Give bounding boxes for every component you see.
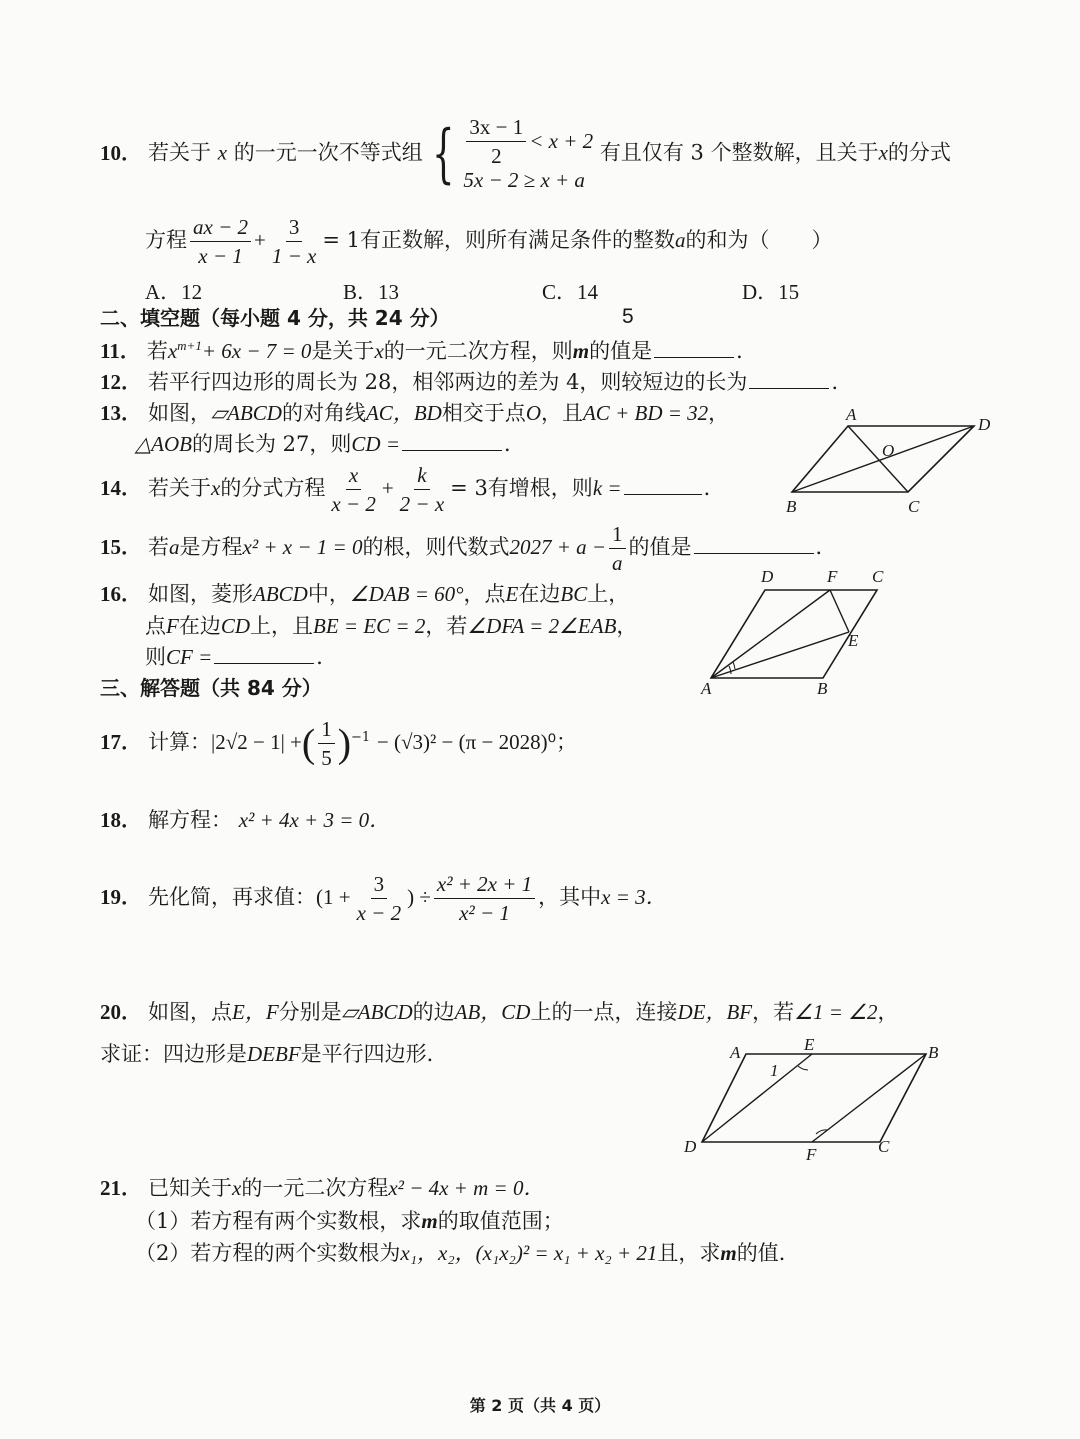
question-12: 12． 若平行四边形的周长为 28，相邻两边的差为 4，则较短边的长为 ． bbox=[100, 370, 853, 394]
fig20-label-c: C bbox=[878, 1137, 890, 1156]
option-d: D．15 bbox=[742, 280, 800, 304]
question-19: 19． 先化简，再求值：(1 + $\frac{3}{x - 2}$ ) ÷ $\frac{\text{x² + 2x + 1}}{\text{x² − 1}}$ ，其中x = 3． bbox=[100, 872, 667, 926]
fig13-label-c: C bbox=[908, 497, 920, 516]
answer-blank[interactable] bbox=[624, 476, 702, 495]
fig13-label-o: O bbox=[882, 441, 895, 460]
fig20-label-f: F bbox=[806, 1145, 817, 1164]
question-16-line2: 点F在边CD上，且BE = EC = 2，若∠DFA = 2∠EAB， bbox=[145, 614, 638, 638]
question-10-line2: 方程 $\frac{ax - 2}{x - 1}$ + $\frac{3}{1 - x}$ = 1有正数解，则所有满足条件的整数a的和为（ ） bbox=[145, 215, 833, 269]
fig20-label-d: D bbox=[684, 1137, 697, 1156]
question-20-line1: 20． 如图，点E，F分别是▱ABCD的边AB，CD上的一点，连接DE，BF，若∠1 = ∠2， bbox=[100, 1000, 899, 1024]
figure-rhombus-16 bbox=[695, 566, 895, 702]
answer-blank[interactable] bbox=[694, 535, 814, 554]
brace-symbol: { bbox=[431, 117, 455, 192]
fig20-label-a: A bbox=[730, 1043, 741, 1062]
question-15: 15． 若a是方程x² + x − 1 = 0的根，则代数式2027 + a − $\frac{1}{a}$ 的值是 ． bbox=[100, 522, 837, 576]
question-13-line2: △AOB的周长为 27，则CD = ． bbox=[135, 432, 525, 456]
question-21: 21． 已知关于x的一元二次方程x² − 4x + m = 0． bbox=[100, 1176, 545, 1200]
answer-blank[interactable] bbox=[654, 339, 734, 358]
fig13-label-d: D bbox=[978, 415, 991, 434]
fig13-label-a: A bbox=[846, 405, 857, 424]
option-b: B．13 bbox=[343, 280, 400, 304]
fig16-label-a: A bbox=[701, 679, 712, 698]
inequality-system: $\frac{3x - 1}{2}$ < x + 2 5x − 2 ≥ x + a bbox=[463, 115, 594, 193]
figure-parallelogram-13 bbox=[780, 402, 1000, 520]
question-21-part1: （1）若方程有两个实数根，求m的取值范围； bbox=[135, 1209, 564, 1233]
option-c: C．14 bbox=[542, 280, 599, 304]
option-a: A．12 bbox=[145, 280, 203, 304]
fig16-label-e: E bbox=[848, 631, 859, 650]
section-2-title: 二、填空题（每小题 4 分，共 24 分） bbox=[100, 306, 450, 330]
question-17: 17． 计算：|2√2 − 1| +( $\frac{1}{5}$ )$^{-1}$ − (√3)² − (π − 2028)⁰； bbox=[100, 717, 577, 771]
question-16-line1: 16． 如图，菱形ABCD中，∠DAB = 60°，点E在边BC上， bbox=[100, 582, 630, 606]
question-10-line1: 10． 若关于 x 的一元一次不等式组 { $\frac{3x - 1}{2}$ < x + 2 5x − 2 ≥ x + a 有且仅有 3 个整数解，且关于x的分式 bbox=[100, 115, 951, 193]
answer-blank[interactable] bbox=[749, 370, 829, 389]
fig13-label-b: B bbox=[786, 497, 797, 516]
question-21-part2: （2）若方程的两个实数根为x₁，x₂，(x₁x₂)² = x₁ + x₂ + 21且，求m的值． bbox=[135, 1241, 800, 1265]
answer-blank[interactable] bbox=[402, 432, 502, 451]
question-16-line3: 则CF = ． bbox=[145, 645, 338, 669]
fig20-label-b: B bbox=[928, 1043, 939, 1062]
question-13-line1: 13． 如图，▱ABCD的对角线AC，BD相交于点O，且AC + BD = 32， bbox=[100, 401, 730, 425]
question-18: 18． 解方程： x² + 4x + 3 = 0． bbox=[100, 808, 391, 832]
question-20-line2: 求证：四边形是DEBF是平行四边形． bbox=[100, 1042, 448, 1066]
question-number: 10． bbox=[100, 140, 142, 165]
figure-parallelogram-20 bbox=[680, 1038, 950, 1168]
handwritten-note: 5 bbox=[622, 305, 634, 328]
fig20-label-1: 1 bbox=[770, 1061, 779, 1080]
section-3-title: 三、解答题（共 84 分） bbox=[100, 676, 322, 700]
question-11: 11． 若$x^{m+1}+ 6x - 7 = 0$是关于x的一元二次方程，则m的值是 ． bbox=[100, 338, 758, 363]
fig16-label-c: C bbox=[872, 567, 884, 586]
fig20-label-e: E bbox=[804, 1038, 815, 1054]
question-14: 14． 若关于x的分式方程 $\frac{x}{x - 2}$ + $\frac{k}{2 - x}$ = 3有增根，则k = ． bbox=[100, 463, 725, 517]
answer-blank[interactable] bbox=[214, 645, 314, 664]
fig16-label-f: F bbox=[827, 567, 838, 586]
fig16-label-b: B bbox=[817, 679, 828, 698]
fig16-label-d: D bbox=[761, 567, 774, 586]
page-footer: 第 2 页（共 4 页） bbox=[469, 1396, 611, 1415]
